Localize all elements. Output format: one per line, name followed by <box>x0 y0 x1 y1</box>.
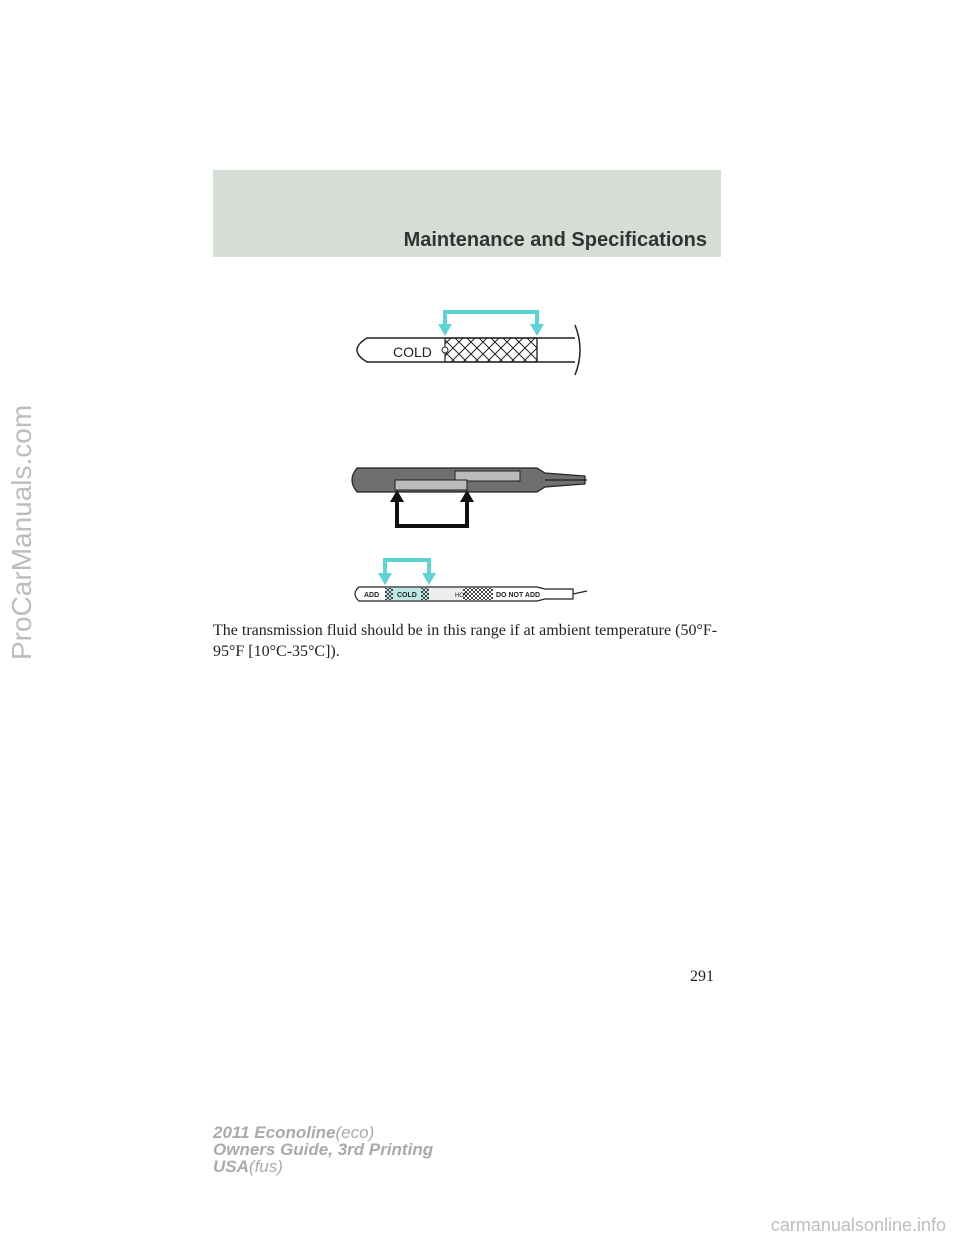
site-url: carmanualsonline.info <box>770 1215 946 1235</box>
dot-grid-lower <box>395 480 467 490</box>
page-section-title: Maintenance and Specifications <box>403 229 707 251</box>
dipstick-figure-cold <box>345 300 595 380</box>
footer-line-2: Owners Guide, 3rd Printing <box>213 1140 434 1159</box>
hole-marker <box>442 347 448 353</box>
side-watermark: ProCarManuals.com <box>6 404 37 660</box>
footer-market: USA <box>213 1157 249 1176</box>
dipstick-break <box>575 325 580 375</box>
cold-label-small: COLD <box>397 592 417 599</box>
footer-line-1 <box>213 1124 433 1141</box>
black-range-bracket <box>397 500 467 526</box>
do-not-add-label: DO NOT ADD <box>496 592 541 599</box>
crosshatch-zone <box>445 338 537 362</box>
footer-market-code: (fus) <box>248 1157 283 1176</box>
range-arrow-right-2 <box>422 573 436 585</box>
hot-label: HOT <box>455 593 468 599</box>
body-paragraph: The transmission fluid should be in this range if at ambient temperature (50°F-95°F [10°C-35°C]). <box>213 622 718 660</box>
cold-label: COLD <box>393 344 432 360</box>
footer-model: 2011 Econoline <box>213 1123 336 1142</box>
range-arrow-left <box>438 324 452 336</box>
range-arrow-right <box>530 324 544 336</box>
add-label: ADD <box>364 592 380 599</box>
range-arrow-left-2 <box>378 573 392 585</box>
footer-line-3 <box>213 1158 433 1175</box>
header-band <box>213 170 721 257</box>
footer <box>213 1124 433 1175</box>
footer-model-code: (eco) <box>335 1123 375 1142</box>
range-bracket <box>445 312 537 326</box>
dipstick-figure-labeled <box>345 555 595 615</box>
dipstick-figure-dark <box>345 460 595 535</box>
range-bracket-2 <box>385 560 429 575</box>
page-number: 291 <box>690 968 714 985</box>
